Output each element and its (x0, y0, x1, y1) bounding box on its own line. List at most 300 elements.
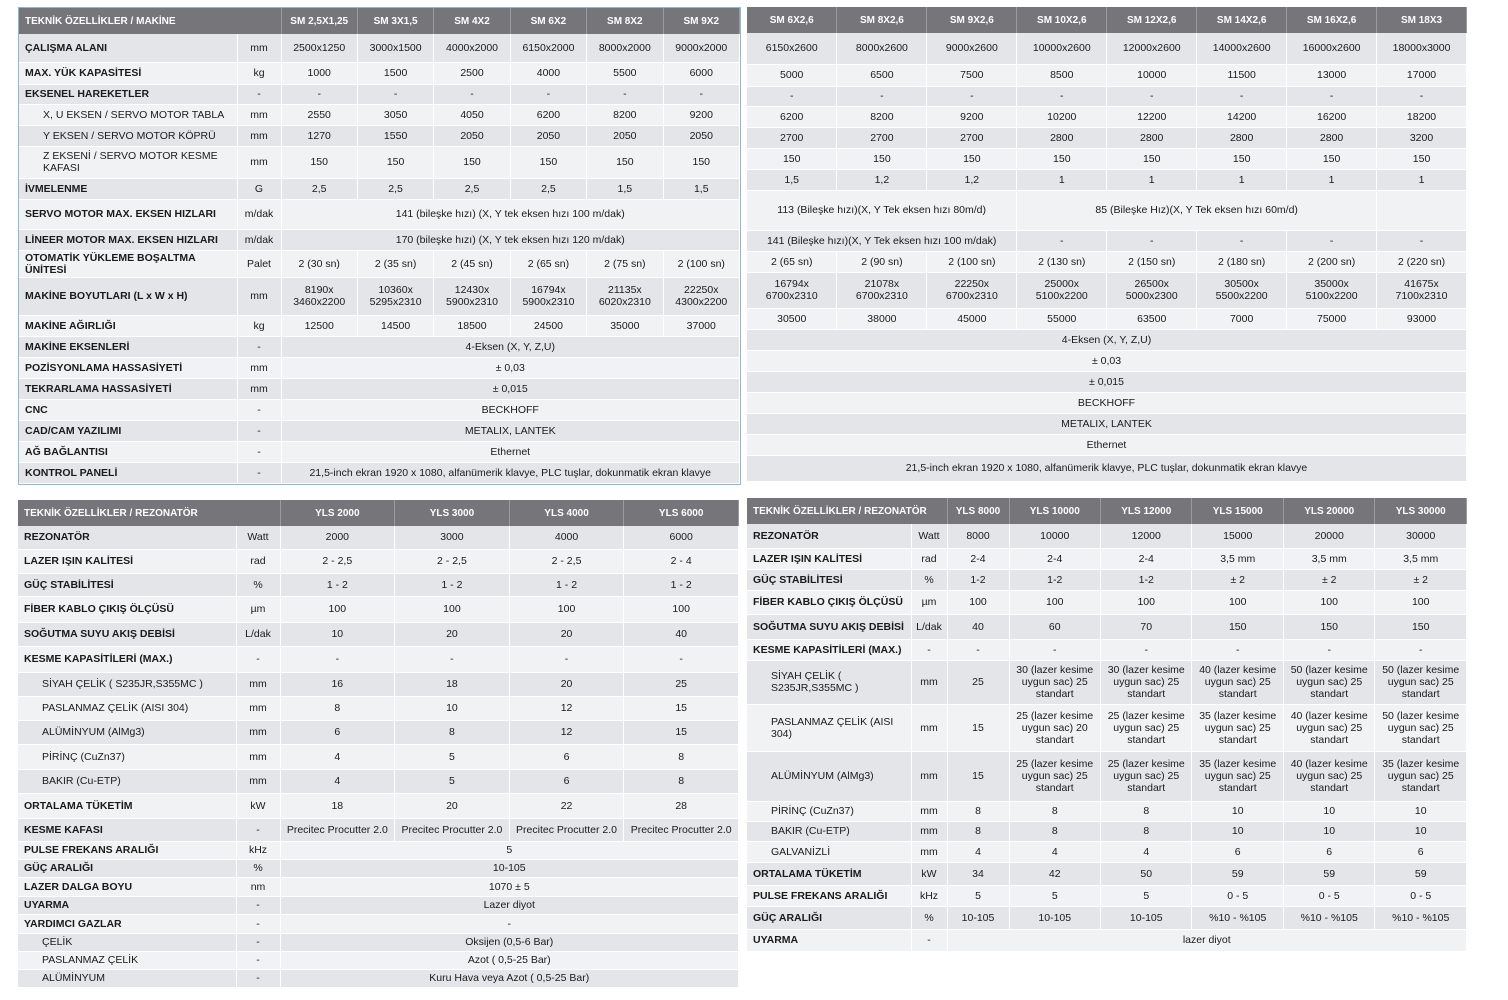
spec-value: ± 2 (1375, 569, 1467, 590)
spec-value: 150 (837, 148, 927, 169)
spec-value: 1 (1377, 169, 1467, 190)
spec-value: 16 (280, 672, 395, 696)
column-header: YLS 8000 (947, 498, 1009, 524)
spec-value: - (281, 84, 357, 104)
spec-value: - (1107, 230, 1197, 251)
spec-value: 10360x 5295x2310 (357, 277, 433, 315)
spec-value: 8 (395, 720, 510, 744)
spec-value: 15 (624, 720, 739, 744)
spec-value: 1-2 (1009, 569, 1100, 590)
column-header: YLS 10000 (1009, 498, 1100, 524)
spec-value: 18200 (1377, 106, 1467, 127)
spec-unit: m/dak (237, 199, 281, 229)
spec-value: 4000 (510, 62, 586, 84)
spec-value: 40 (lazer kesime uygun sac) 25 standart (1192, 660, 1283, 704)
spec-unit: kW (236, 793, 280, 818)
spec-value: 100 (509, 596, 624, 622)
spec-value: 85 (Bileşke Hız)(X, Y Tek eksen hızı 60m/d) (1017, 190, 1377, 230)
spec-unit: mm (236, 744, 280, 769)
spec-value: 113 (Bileşke hızı)(X, Y Tek eksen hızı 80m/d) (747, 190, 1017, 230)
spec-unit: mm (236, 672, 280, 696)
column-header: SM 6X2,6 (747, 7, 837, 33)
spec-value: 14200 (1197, 106, 1287, 127)
spec-value: 10 (1375, 801, 1467, 821)
spec-value: 12000 (1101, 524, 1192, 548)
spec-label: LAZER DALGA BOYU (18, 877, 236, 896)
spec-value: 15 (624, 696, 739, 720)
table-row (19, 399, 740, 420)
spec-value: 6000 (663, 62, 739, 84)
spec-value: 35 (lazer kesime uygun sac) 25 standart (1192, 704, 1283, 751)
table-row (747, 455, 1467, 481)
column-header: SM 3X1,5 (357, 8, 433, 34)
spec-value: - (1377, 230, 1467, 251)
spec-label: PULSE FREKANS ARALIĞI (747, 885, 911, 906)
spec-value: - (1283, 639, 1374, 660)
table-row (19, 34, 740, 62)
spec-value: ± 0,03 (281, 357, 740, 378)
spec-label: İVMELENME (19, 178, 237, 199)
spec-value: 75000 (1287, 308, 1377, 329)
spec-value: 150 (747, 148, 837, 169)
resonator-specs-table-high-power (747, 498, 1467, 952)
table-row (747, 821, 1467, 841)
spec-value: Ethernet (281, 441, 740, 462)
spec-value: - (1107, 86, 1197, 106)
table-row (747, 841, 1467, 862)
spec-label: ALÜMİNYUM (18, 969, 236, 987)
table-row (18, 793, 739, 818)
spec-value: 2 (45 sn) (434, 250, 510, 277)
spec-unit: m/dak (237, 229, 281, 250)
spec-value: 30500 (747, 308, 837, 329)
spec-unit: - (237, 420, 281, 441)
spec-unit: % (911, 906, 947, 929)
spec-value: 8 (624, 744, 739, 769)
spec-value: 26500x 5000x2300 (1107, 272, 1197, 308)
spec-value: ± 0,015 (281, 378, 740, 399)
spec-value: 9000x2000 (663, 34, 739, 62)
spec-unit: kg (237, 315, 281, 336)
table-row (747, 862, 1467, 885)
spec-unit: rad (236, 549, 280, 573)
spec-value: 150 (1375, 614, 1467, 639)
table-row (747, 906, 1467, 929)
spec-value: 21078x 6700x2310 (837, 272, 927, 308)
spec-value: 5 (280, 841, 738, 859)
table-row (747, 639, 1467, 660)
table-row (747, 86, 1467, 106)
spec-value: - (1009, 639, 1100, 660)
column-header: SM 16X2,6 (1287, 7, 1377, 33)
spec-value: Azot ( 0,5-25 Bar) (280, 951, 738, 969)
table-row (18, 914, 739, 933)
spec-value: 10 (1192, 801, 1283, 821)
spec-unit: Palet (237, 250, 281, 277)
spec-value: 2800 (1287, 127, 1377, 148)
spec-unit: - (237, 336, 281, 357)
spec-value: BECKHOFF (281, 399, 740, 420)
table-row (747, 308, 1467, 329)
spec-value: BECKHOFF (747, 392, 1467, 413)
spec-label: KESME KAFASI (18, 818, 236, 841)
spec-value: 6 (1283, 841, 1374, 862)
spec-value: 63500 (1107, 308, 1197, 329)
spec-label: FİBER KABLO ÇIKIŞ ÖLÇÜSÜ (18, 596, 236, 622)
spec-value: 30 (lazer kesime uygun sac) 25 standart (1101, 660, 1192, 704)
spec-value: 2700 (927, 127, 1017, 148)
spec-value: 21135x 6020x2310 (587, 277, 663, 315)
spec-value: 6150x2600 (747, 33, 837, 64)
spec-value: 2 (100 sn) (663, 250, 739, 277)
spec-value: 11500 (1197, 64, 1287, 86)
spec-value: 10-105 (947, 906, 1009, 929)
table-row (747, 548, 1467, 569)
spec-value: 10000x2600 (1017, 33, 1107, 64)
spec-value: 16000x2600 (1287, 33, 1377, 64)
spec-value: 18000x3000 (1377, 33, 1467, 64)
spec-value: - (1017, 86, 1107, 106)
spec-value: %10 - %105 (1375, 906, 1467, 929)
spec-unit: kHz (236, 841, 280, 859)
spec-value: 3000x1500 (357, 34, 433, 62)
spec-unit: µm (236, 596, 280, 622)
spec-value: 2 (150 sn) (1107, 251, 1197, 272)
spec-unit: mm (237, 146, 281, 178)
spec-value: ± 0,03 (747, 350, 1467, 371)
spec-value: 16794x 5900x2310 (510, 277, 586, 315)
spec-value: 40 (lazer kesime uygun sac) 25 standart (1283, 751, 1374, 801)
spec-value: 4 (1009, 841, 1100, 862)
spec-value: 8 (947, 801, 1009, 821)
table-row (747, 590, 1467, 614)
spec-value: 8200 (837, 106, 927, 127)
spec-value: - (1287, 230, 1377, 251)
spec-value: 1,5 (663, 178, 739, 199)
table-row (747, 329, 1467, 350)
column-header: YLS 3000 (395, 500, 510, 526)
spec-value: 100 (395, 596, 510, 622)
spec-value: 4 (947, 841, 1009, 862)
spec-unit: L/dak (236, 622, 280, 646)
spec-value: 50 (1101, 862, 1192, 885)
spec-value: 22 (509, 793, 624, 818)
spec-value: 20000 (1283, 524, 1374, 548)
spec-value: 100 (1283, 590, 1374, 614)
spec-value: 1270 (281, 125, 357, 146)
table-row (747, 751, 1467, 801)
spec-value: 1000 (281, 62, 357, 84)
spec-value: 2 (75 sn) (587, 250, 663, 277)
spec-value: 40 (624, 622, 739, 646)
spec-label: PULSE FREKANS ARALIĞI (18, 841, 236, 859)
spec-label: PASLANMAZ ÇELİK (18, 951, 236, 969)
table-row (18, 696, 739, 720)
spec-value: 100 (624, 596, 739, 622)
spec-label: LAZER IŞIN KALİTESİ (747, 548, 911, 569)
spec-unit: - (237, 84, 281, 104)
spec-label: PİRİNÇ (CuZn37) (747, 801, 911, 821)
spec-unit: % (236, 573, 280, 596)
spec-value: 2,5 (434, 178, 510, 199)
spec-unit: - (911, 639, 947, 660)
table-row (747, 885, 1467, 906)
table-row (18, 596, 739, 622)
spec-label: CNC (19, 399, 237, 420)
table-row (747, 148, 1467, 169)
spec-label: EKSENEL HAREKETLER (19, 84, 237, 104)
spec-value: 10 (1375, 821, 1467, 841)
spec-label: Z EKSENİ / SERVO MOTOR KESME KAFASI (19, 146, 237, 178)
spec-value: - (434, 84, 510, 104)
spec-label: LİNEER MOTOR MAX. EKSEN HIZLARI (19, 229, 237, 250)
spec-value: 5 (1009, 885, 1100, 906)
spec-label: KONTROL PANELİ (19, 462, 237, 483)
spec-value: 70 (1101, 614, 1192, 639)
column-header: YLS 20000 (1283, 498, 1374, 524)
spec-label: GALVANİZLİ (747, 841, 911, 862)
table-row (18, 877, 739, 896)
spec-unit: % (911, 569, 947, 590)
spec-label: PİRİNÇ (CuZn37) (18, 744, 236, 769)
spec-value: 3200 (1377, 127, 1467, 148)
table-row (18, 769, 739, 793)
spec-label: PASLANMAZ ÇELİK (AISI 304) (18, 696, 236, 720)
spec-unit: mm (237, 34, 281, 62)
spec-value: 14500 (357, 315, 433, 336)
column-header: YLS 2000 (280, 500, 395, 526)
spec-value: 6 (1192, 841, 1283, 862)
spec-value: 150 (927, 148, 1017, 169)
column-header: TEKNİK ÖZELLİKLER / MAKİNE (19, 8, 281, 34)
spec-value: 18 (395, 672, 510, 696)
spec-unit: % (236, 859, 280, 877)
spec-value: 1 - 2 (395, 573, 510, 596)
spec-value: 20 (395, 793, 510, 818)
spec-value: 8 (280, 696, 395, 720)
spec-value: 5 (395, 744, 510, 769)
table-row (747, 704, 1467, 751)
spec-unit: mm (911, 660, 947, 704)
spec-value: 6 (509, 744, 624, 769)
spec-label: Y EKSEN / SERVO MOTOR KÖPRÜ (19, 125, 237, 146)
spec-value: - (1192, 639, 1283, 660)
table-row (19, 104, 740, 125)
spec-label: POZİSYONLAMA HASSASİYETİ (19, 357, 237, 378)
spec-value: 150 (357, 146, 433, 178)
spec-value: 25 (lazer kesime uygun sac) 25 standart (1101, 751, 1192, 801)
spec-label: SİYAH ÇELİK ( S235JR,S355MC ) (747, 660, 911, 704)
column-header: SM 4X2 (434, 8, 510, 34)
spec-value: 9200 (663, 104, 739, 125)
spec-value: 2,5 (357, 178, 433, 199)
spec-value: 4-Eksen (X, Y, Z,U) (747, 329, 1467, 350)
column-header: YLS 4000 (509, 500, 624, 526)
spec-label: UYARMA (18, 896, 236, 914)
spec-value: 1550 (357, 125, 433, 146)
spec-value: - (947, 639, 1009, 660)
spec-value: 4-Eksen (X, Y, Z,U) (281, 336, 740, 357)
spec-value: 8 (1009, 801, 1100, 821)
column-header: YLS 6000 (624, 500, 739, 526)
spec-unit: L/dak (911, 614, 947, 639)
spec-label: OTOMATİK YÜKLEME BOŞALTMA ÜNİTESİ (19, 250, 237, 277)
spec-value: 34 (947, 862, 1009, 885)
spec-value: %10 - %105 (1283, 906, 1374, 929)
table-row (18, 549, 739, 573)
table-row (19, 199, 740, 229)
spec-value: 8000 (947, 524, 1009, 548)
spec-value: - (747, 86, 837, 106)
spec-value: 8000x2000 (587, 34, 663, 62)
spec-value: 18 (280, 793, 395, 818)
table-row (747, 524, 1467, 548)
spec-unit: rad (911, 548, 947, 569)
spec-unit: - (237, 441, 281, 462)
spec-value: 6 (1375, 841, 1467, 862)
spec-value: 50 (lazer kesime uygun sac) 25 standart (1375, 704, 1467, 751)
spec-label: SERVO MOTOR MAX. EKSEN HIZLARI (19, 199, 237, 229)
spec-value: 2050 (663, 125, 739, 146)
spec-value: - (510, 84, 586, 104)
spec-value: 7500 (927, 64, 1017, 86)
spec-value: 1,5 (587, 178, 663, 199)
spec-value: 2500x1250 (281, 34, 357, 62)
spec-value: 20 (395, 622, 510, 646)
spec-value: 6 (280, 720, 395, 744)
spec-label: KESME KAPASİTİLERİ (MAX.) (747, 639, 911, 660)
spec-value: 18500 (434, 315, 510, 336)
spec-value: 150 (1287, 148, 1377, 169)
spec-value: 2050 (587, 125, 663, 146)
spec-value: 100 (1101, 590, 1192, 614)
table-row (19, 146, 740, 178)
spec-value: 15 (947, 704, 1009, 751)
spec-label: REZONATÖR (18, 526, 236, 549)
spec-value: 2000 (280, 526, 395, 549)
table-row (747, 169, 1467, 190)
table-row (18, 573, 739, 596)
spec-value: 14000x2600 (1197, 33, 1287, 64)
spec-value: 10000 (1009, 524, 1100, 548)
spec-value: 4000 (509, 526, 624, 549)
spec-value: 30000 (1375, 524, 1467, 548)
spec-value: 8500 (1017, 64, 1107, 86)
spec-value: 8190x 3460x2200 (281, 277, 357, 315)
table-row (747, 64, 1467, 86)
table-row (18, 744, 739, 769)
spec-label: GÜÇ STABİLİTESİ (747, 569, 911, 590)
spec-unit: - (911, 929, 947, 951)
spec-label: YARDIMCI GAZLAR (18, 914, 236, 933)
spec-value: 4 (280, 769, 395, 793)
spec-value: 35000 (587, 315, 663, 336)
spec-value: 4 (1101, 841, 1192, 862)
spec-value: Oksijen (0,5-6 Bar) (280, 933, 738, 951)
spec-value: 2 (30 sn) (281, 250, 357, 277)
spec-value: 2800 (1107, 127, 1197, 148)
spec-label: MAKİNE AĞIRLIĞI (19, 315, 237, 336)
spec-unit: µm (911, 590, 947, 614)
table-row (18, 526, 739, 549)
spec-value: 100 (947, 590, 1009, 614)
table-row (747, 392, 1467, 413)
spec-value: 1,2 (837, 169, 927, 190)
spec-value: 2 (200 sn) (1287, 251, 1377, 272)
spec-value: 10 (395, 696, 510, 720)
spec-value: 150 (1377, 148, 1467, 169)
spec-value: 8 (624, 769, 739, 793)
spec-label: GÜÇ ARALIĞI (18, 859, 236, 877)
spec-value: 2 (35 sn) (357, 250, 433, 277)
spec-value: 141 (Bileşke hızı)(X, Y Tek eksen hızı 100 m/dak) (747, 230, 1017, 251)
table-row (747, 127, 1467, 148)
spec-value: 0 - 5 (1283, 885, 1374, 906)
spec-value: 5 (947, 885, 1009, 906)
spec-value: 6000 (624, 526, 739, 549)
spec-value: 2 (180 sn) (1197, 251, 1287, 272)
spec-value: 8 (1101, 801, 1192, 821)
spec-value: 100 (1192, 590, 1283, 614)
spec-value: 12 (509, 720, 624, 744)
spec-value: 2 (100 sn) (927, 251, 1017, 272)
table-row (747, 190, 1467, 230)
spec-value: 5 (395, 769, 510, 793)
column-header: SM 2,5X1,25 (281, 8, 357, 34)
spec-label: UYARMA (747, 929, 911, 951)
spec-value (1377, 190, 1467, 230)
machine-specs-table-large (747, 7, 1467, 482)
table-row (747, 33, 1467, 64)
table-row (18, 969, 739, 987)
spec-unit: mm (911, 821, 947, 841)
spec-value: 5500 (587, 62, 663, 84)
spec-value: 12000x2600 (1107, 33, 1197, 64)
spec-label: TEKRARLAMA HASSASİYETİ (19, 378, 237, 399)
spec-value: lazer diyot (947, 929, 1466, 951)
spec-value: 2050 (510, 125, 586, 146)
spec-value: - (509, 646, 624, 672)
spec-value: 6200 (747, 106, 837, 127)
spec-label: LAZER IŞIN KALİTESİ (18, 549, 236, 573)
spec-value: - (1017, 230, 1107, 251)
spec-value: 22250x 4300x2200 (663, 277, 739, 315)
table-row (18, 646, 739, 672)
spec-label: ÇELİK (18, 933, 236, 951)
spec-value: 40 (lazer kesime uygun sac) 25 standart (1283, 704, 1374, 751)
spec-value: 2,5 (510, 178, 586, 199)
spec-label: PASLANMAZ ÇELİK (AISI 304) (747, 704, 911, 751)
spec-label: MAX. YÜK KAPASİTESİ (19, 62, 237, 84)
spec-value: 25 (lazer kesime uygun sac) 25 standart (1101, 704, 1192, 751)
spec-value: - (927, 86, 1017, 106)
spec-value: 2500 (434, 62, 510, 84)
table-row (18, 951, 739, 969)
spec-value: %10 - %105 (1192, 906, 1283, 929)
column-header: SM 14X2,6 (1197, 7, 1287, 33)
table-row (18, 859, 739, 877)
spec-value: ± 2 (1192, 569, 1283, 590)
spec-value: 3050 (357, 104, 433, 125)
spec-value: 35000x 5100x2200 (1287, 272, 1377, 308)
spec-value: 2800 (1197, 127, 1287, 148)
table-row (19, 250, 740, 277)
spec-unit: mm (237, 104, 281, 125)
spec-value: 28 (624, 793, 739, 818)
table-row (18, 720, 739, 744)
table-row (18, 672, 739, 696)
spec-value: 1070 ± 5 (280, 877, 738, 896)
